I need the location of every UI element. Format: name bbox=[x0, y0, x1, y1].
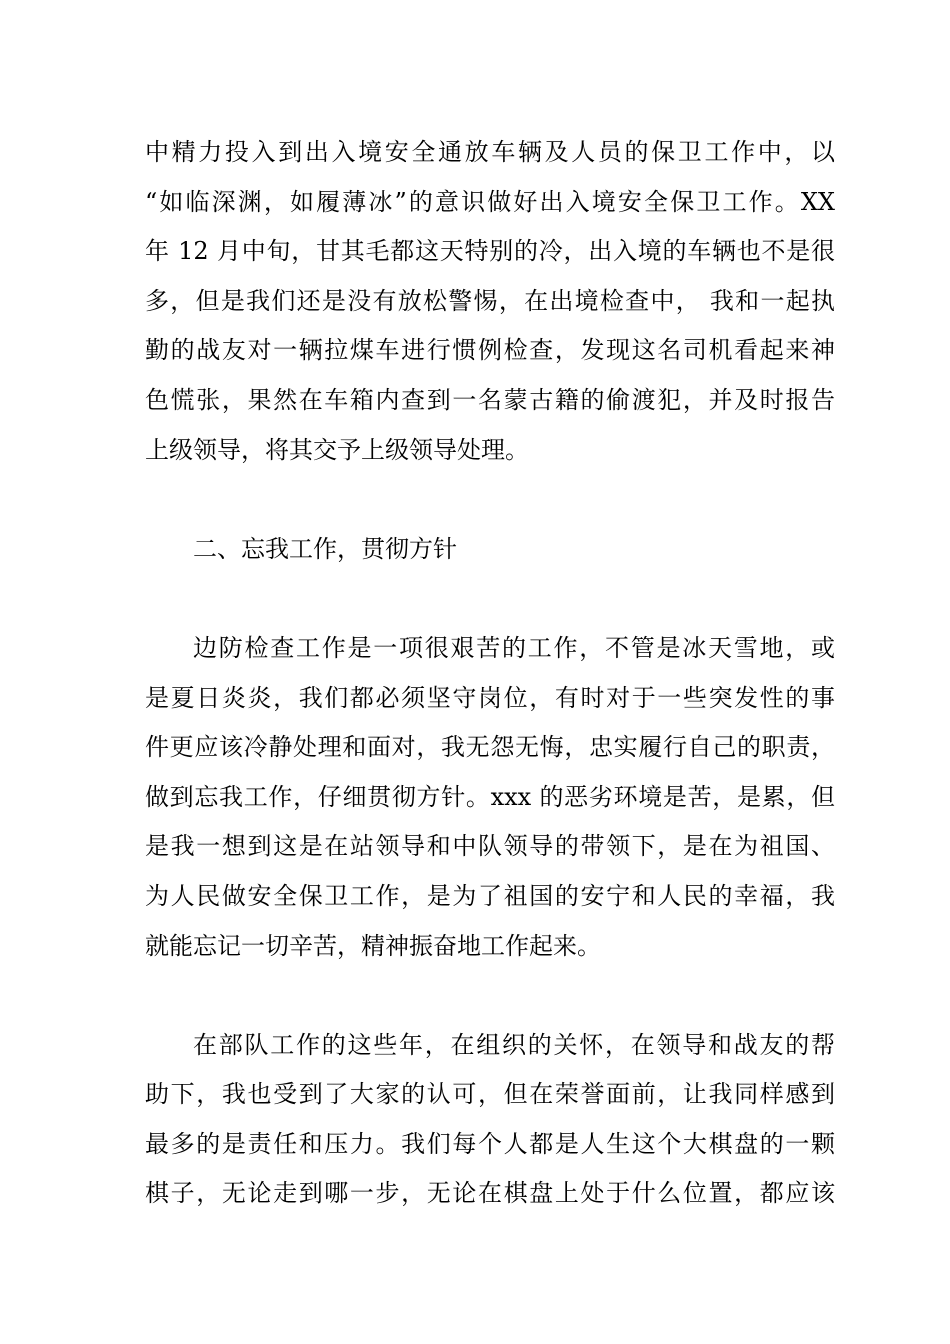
paragraph-spacer bbox=[145, 475, 835, 525]
paragraph-line: 在部队工作的这些年，在组织的关怀，在领导和战友的帮 bbox=[193, 1030, 835, 1059]
paragraph-line: 多，但是我们还是没有放松警惕，在出境检查中， 我和一起执 bbox=[145, 286, 835, 315]
paragraph-line: 棋子，无论走到哪一步，无论在棋盘上处于什么位置，都应该 bbox=[145, 1179, 835, 1208]
paragraph-spacer bbox=[145, 971, 835, 1021]
paragraph-line: 中精力投入到出入境安全通放车辆及人员的保卫工作中，以 bbox=[145, 138, 835, 166]
paragraph-line: 为人民做安全保卫工作，是为了祖国的安宁和人民的幸福，我 bbox=[145, 881, 835, 910]
paragraph-line: 年 12 月中旬，甘其毛都这天特别的冷，出入境的车辆也不是很 bbox=[145, 237, 835, 266]
paragraph-line: 边防检查工作是一项很艰苦的工作，不管是冰天雪地，或 bbox=[193, 633, 835, 662]
paragraph-line: 上级领导，将其交予上级领导处理。 bbox=[145, 435, 529, 464]
paragraph-line: 件更应该冷静处理和面对，我无怨无悔，忠实履行自己的职责， bbox=[145, 733, 835, 762]
section-heading: 二、忘我工作，贯彻方针 bbox=[193, 534, 457, 563]
paragraph-line: “如临深渊，如履薄冰”的意识做好出入境安全保卫工作。XX bbox=[145, 187, 835, 216]
paragraph-line: 是夏日炎炎，我们都必须坚守岗位，有时对于一些突发性的事 bbox=[145, 683, 835, 712]
paragraph-2 bbox=[145, 624, 835, 971]
paragraph-1 bbox=[145, 128, 835, 475]
paragraph-3 bbox=[145, 1021, 835, 1219]
paragraph-line: 最多的是责任和压力。我们每个人都是人生这个大棋盘的一颗 bbox=[145, 1129, 835, 1158]
document-body bbox=[145, 128, 835, 1219]
paragraph-line: 色慌张，果然在车箱内查到一名蒙古籍的偷渡犯，并及时报告 bbox=[145, 385, 835, 414]
paragraph-line: 勤的战友对一辆拉煤车进行惯例检查，发现这名司机看起来神 bbox=[145, 336, 835, 365]
paragraph-line: 助下，我也受到了大家的认可，但在荣誉面前，让我同样感到 bbox=[145, 1080, 835, 1109]
paragraph-line: 做到忘我工作，仔细贯彻方针。xxx 的恶劣环境是苦，是累，但 bbox=[145, 782, 835, 811]
paragraph-spacer bbox=[145, 574, 835, 624]
paragraph-line: 就能忘记一切辛苦，精神振奋地工作起来。 bbox=[145, 931, 601, 960]
paragraph-line: 是我一想到这是在站领导和中队领导的带领下，是在为祖国、 bbox=[145, 832, 835, 861]
